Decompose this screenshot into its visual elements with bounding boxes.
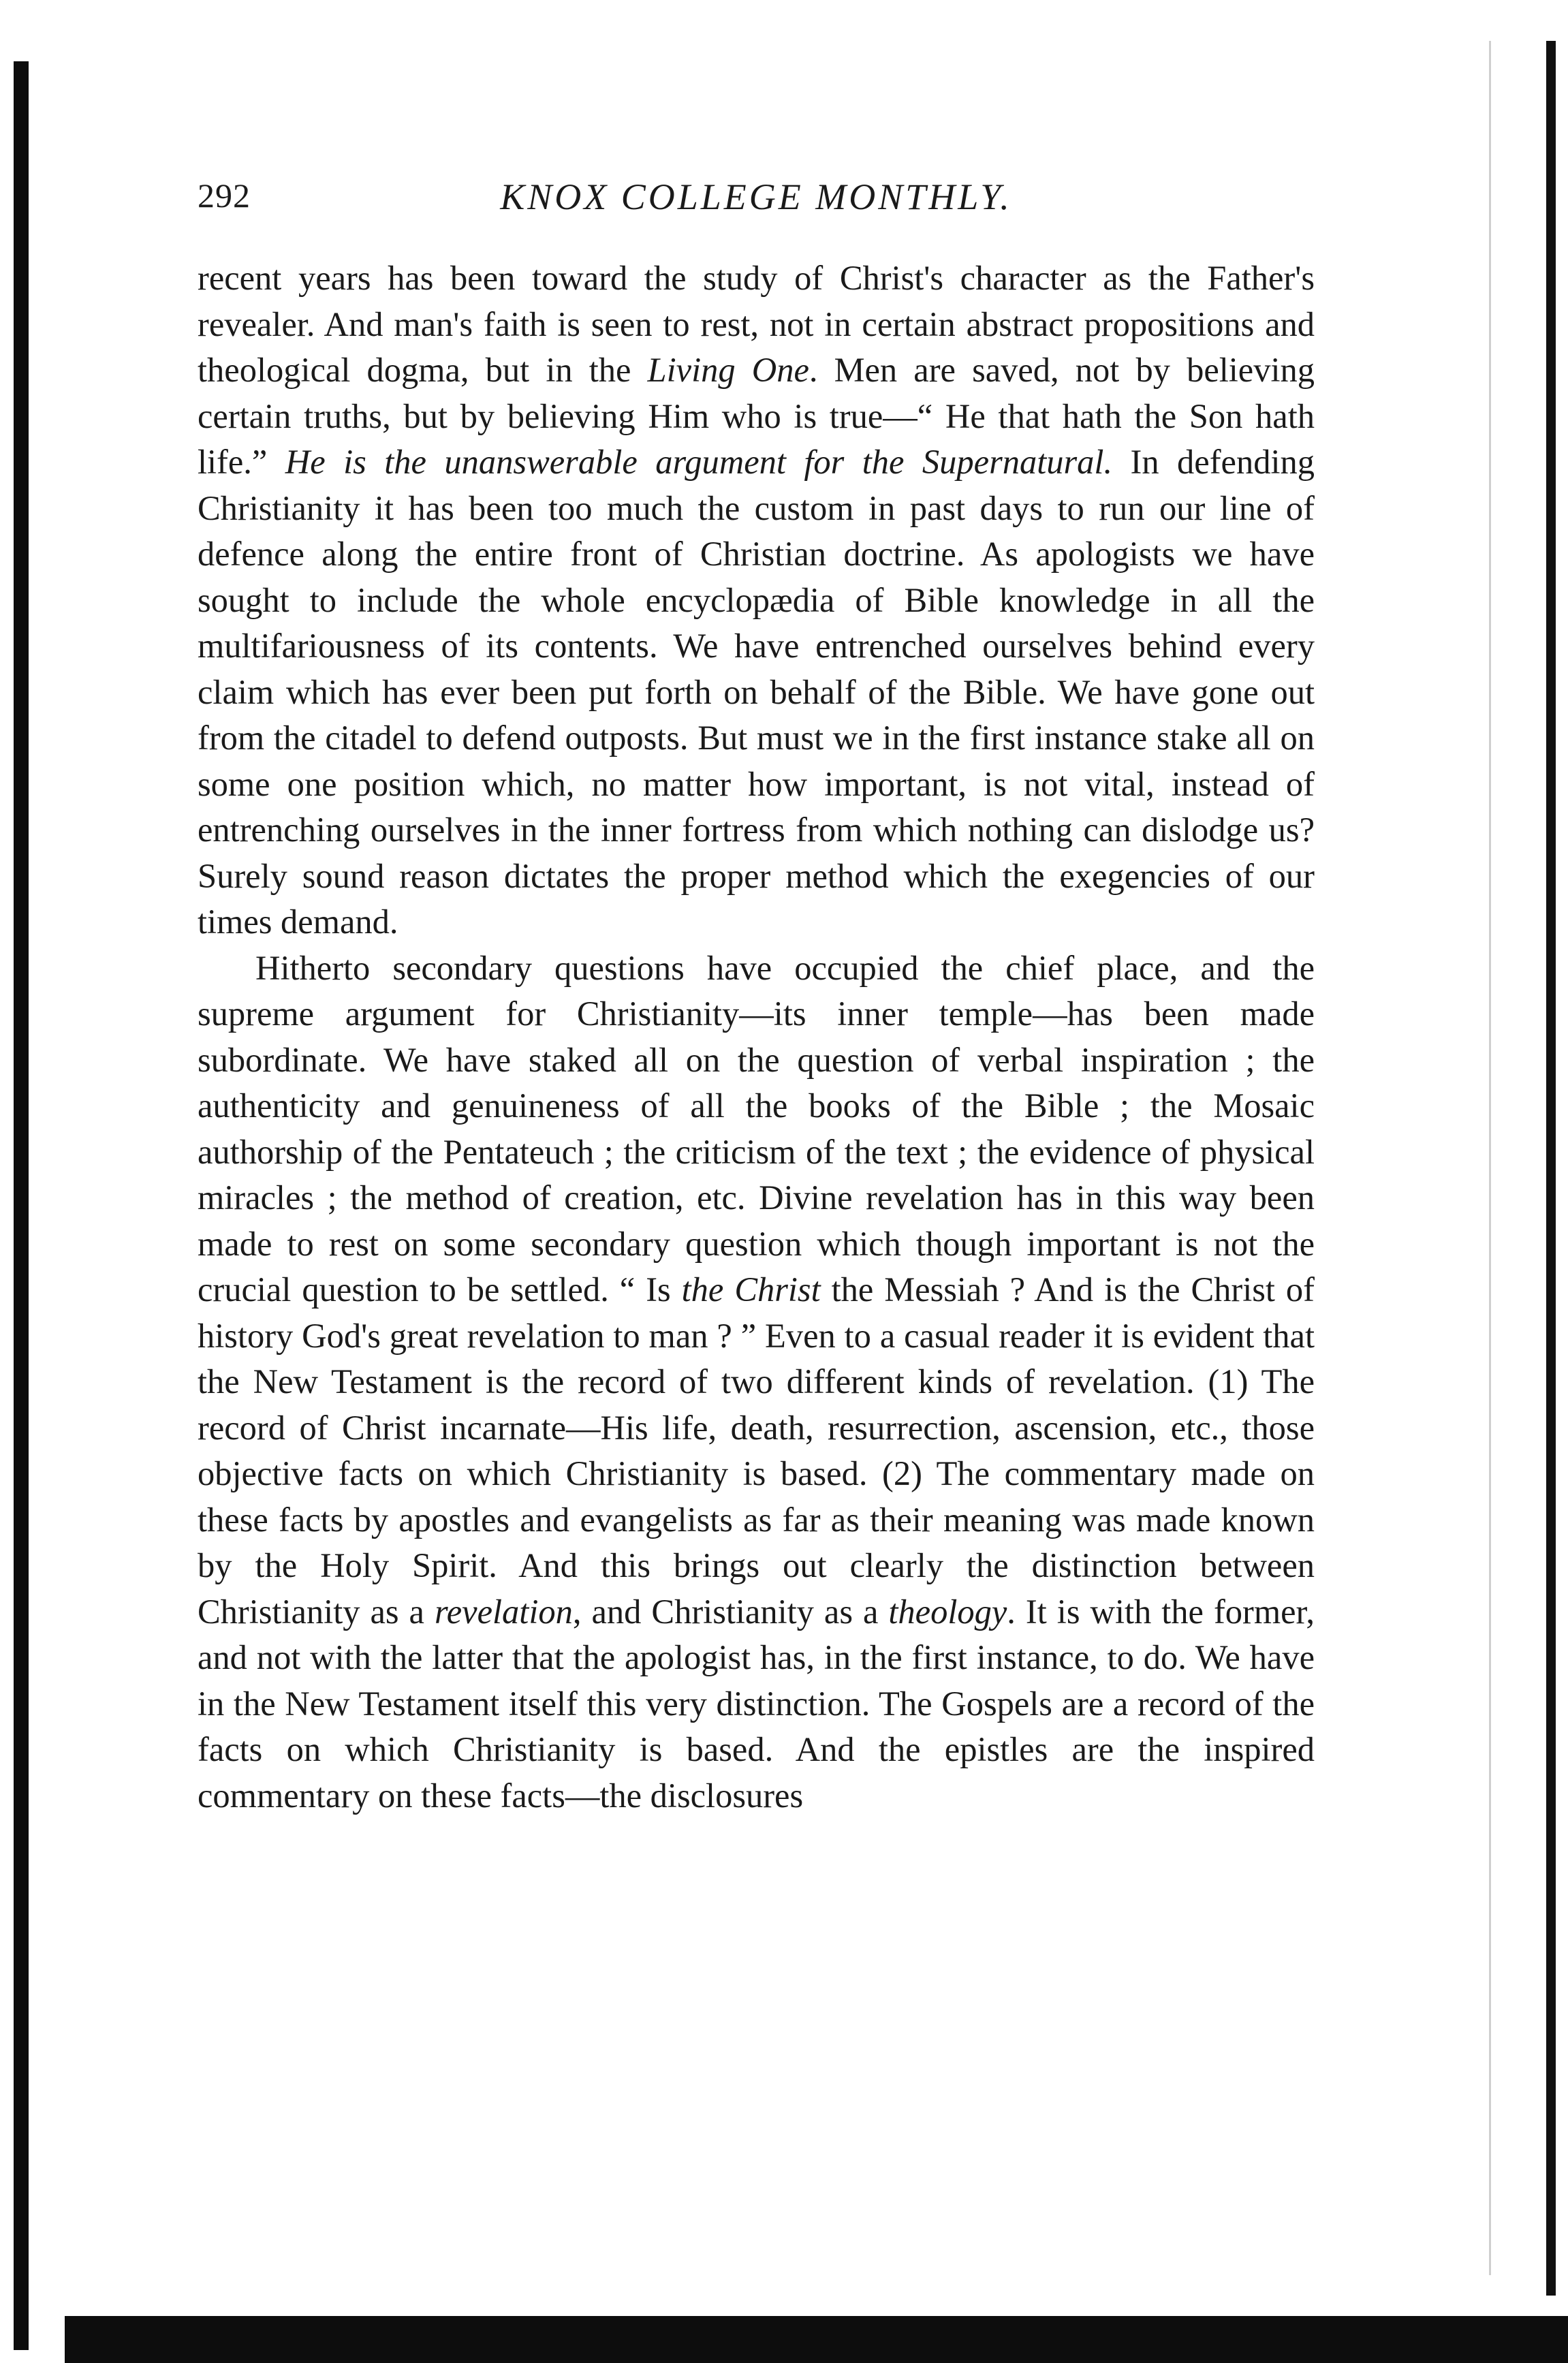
paragraph-2 <box>198 945 1315 1819</box>
paragraph-2-italic-3: theology <box>888 1592 1007 1631</box>
paragraph-1-text-2: . Men are saved, not by believing certain truths, but by believing Him who is true—“ He that hath the Son hath life.” <box>198 351 1315 481</box>
paragraph-2-text-4: . It is with the former, and not with the latter that the apologist has, in the first instance, to do. We have in the New Testament itself this very distinction. The Gospels are a record of the facts on which Christianity is based. And the epistles are the inspired commentary on these facts—the disclosures <box>198 1592 1315 1815</box>
paragraph-1-text-3: In defending Christianity it has been too much the custom in past days to run our line of defence along the entire front of Christian doctrine. As apologists we have sought to include the whole encyclopædia of Bible knowledge in all the multifariousness of its contents. We have entrenched ourselves behind every claim which has ever been put forth on behalf of the Bible. We have gone out from the citadel to defend outposts. But must we in the first instance stake all on some one position which, no matter how important, is not vital, instead of entrenching ourselves in the inner fortress from which nothing can dislodge us? Surely sound reason dictates the proper method which the exegencies of our times demand. <box>198 443 1315 941</box>
page-header <box>198 176 1315 230</box>
paragraph-1-italic-2: He is the unanswerable argument for the Supernatural. <box>285 443 1113 481</box>
scan-edge-right-thin <box>1489 41 1491 2275</box>
paragraph-2-italic-1: the Christ <box>681 1270 821 1309</box>
paragraph-2-text-1: Hitherto secondary questions have occupied the chief place, and the supreme argument for Christianity—its inner temple—has been made subordinate. We have staked all on the question of verbal inspiration ; the authenticity and genuineness of all the books of the Bible ; the Mosaic authorship of the Pentateuch ; the criticism of the text ; the evidence of physical miracles ; the method of creation, etc. Divine revelation has in this way been made to rest on some secondary question which though important is not the crucial question to be settled. “ Is <box>198 948 1315 1309</box>
scan-edge-bottom <box>65 2316 1568 2363</box>
paragraph-1 <box>198 255 1315 945</box>
page-number: 292 <box>198 176 251 215</box>
paragraph-1-italic-1: Living One <box>647 351 809 389</box>
paragraph-2-text-3: , and Christianity as a <box>572 1592 889 1631</box>
paragraph-1-text-1: recent years has been toward the study of Christ's character as the Father's revealer. And man's faith is seen to rest, not in certain abstract propositions and theological dogma, but in the <box>198 259 1315 389</box>
running-title: KNOX COLLEGE MONTHLY. <box>500 176 1012 217</box>
scan-edge-left <box>14 61 29 2350</box>
article-body <box>198 255 1315 1819</box>
paragraph-2-text-2: the Messiah ? And is the Christ of history God's great revelation to man ? ” Even to a casual reader it is evident that the New Testament is the record of two different kinds of revelation. (1) The record of Christ incarnate—His life, death, resurrection, ascension, etc., those objective facts on which Christianity is based. (2) The commentary made on these facts by apostles and evangelists as far as their meaning was made known by the Holy Spirit. And this brings out clearly the distinction between Christianity as a <box>198 1270 1315 1631</box>
scan-edge-right <box>1546 41 1556 2296</box>
paragraph-2-italic-2: revelation <box>434 1592 573 1631</box>
